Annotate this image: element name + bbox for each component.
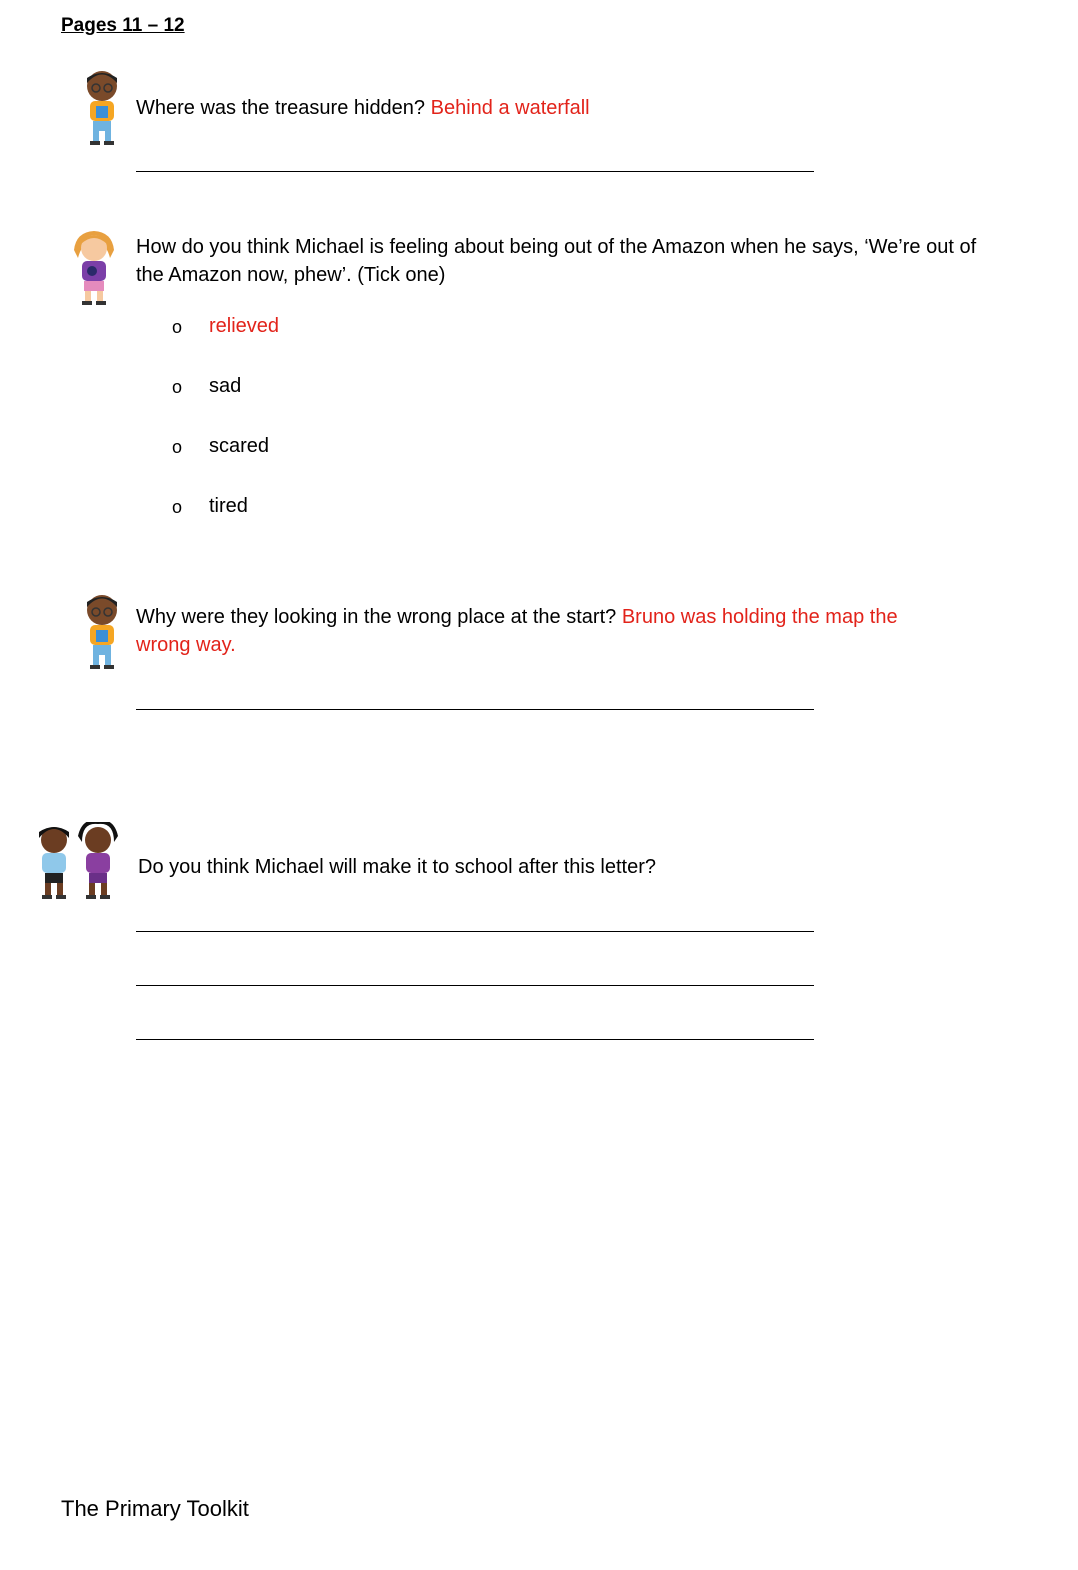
option-marker[interactable]: o (172, 377, 183, 397)
question-3 (136, 603, 956, 659)
question-3-text: Why were they looking in the wrong place at the start? (136, 606, 617, 628)
option-relieved: relieved (209, 315, 280, 337)
option-tired: tired (209, 495, 248, 517)
option-scared: scared (209, 435, 270, 457)
answer-line (136, 709, 814, 710)
question-1-text: Where was the treasure hidden? (136, 97, 426, 119)
two-children-icon (34, 822, 126, 904)
question-3-answer: Bruno was holding the map the wrong way. (136, 606, 898, 656)
boy-reader-icon (78, 592, 126, 688)
answer-line (136, 1039, 814, 1040)
option-marker[interactable]: o (172, 497, 183, 517)
answer-line (136, 931, 814, 932)
option-marker[interactable]: o (172, 437, 183, 457)
answer-line (136, 985, 814, 986)
option-sad: sad (209, 375, 242, 397)
question-1 (136, 94, 1036, 122)
question-1-answer: Behind a waterfall (430, 97, 590, 119)
page-heading: Pages 11 – 12 (61, 15, 185, 36)
question-4-text: Do you think Michael will make it to school after this letter? (138, 856, 656, 878)
question-2-text: How do you think Michael is feeling about being out of the Amazon when he says, ‘We’re out of the Amazon now, phew’. (Tick one) (136, 236, 977, 286)
footer-brand: The Primary Toolkit (61, 1496, 249, 1521)
girl-reader-icon (70, 228, 118, 324)
answer-line (136, 171, 814, 172)
boy-reader-icon (78, 68, 126, 164)
option-marker[interactable]: o (172, 317, 183, 337)
